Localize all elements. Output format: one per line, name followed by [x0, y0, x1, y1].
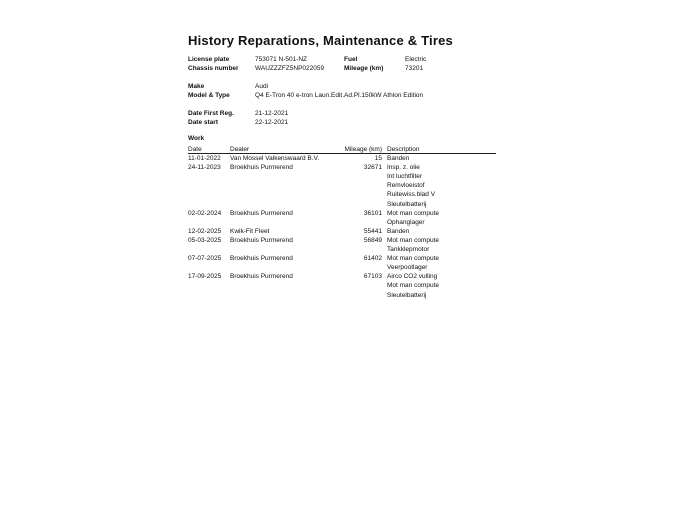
row-dealer: Broekhuis Purmerend: [230, 255, 293, 263]
date-start-value: 22-12-2021: [255, 119, 289, 126]
row-description-line: Tankklepmotor: [387, 246, 430, 253]
row-date: 24-11-2023: [188, 164, 221, 172]
row-description-line: Veerpootlager: [387, 264, 428, 272]
row-mileage: 56849: [363, 236, 382, 244]
row-dealer: Kwik-Fit Fleet: [230, 227, 270, 235]
column-header-description: Description: [387, 146, 420, 153]
row-date: 05-03-2025: [188, 236, 222, 244]
row-description-line: Mot man compute: [387, 209, 440, 217]
page-title: History Reparations, Maintenance & Tires: [188, 33, 453, 48]
row-dealer: Broekhuis Purmerend: [230, 236, 293, 244]
chassis-value: WAUZZZFZ5NP022059: [255, 65, 325, 72]
row-dealer: Broekhuis Purmerend: [230, 164, 293, 172]
row-mileage: 67103: [363, 273, 382, 281]
chassis-label: Chassis number: [188, 65, 239, 72]
row-description-line: Banden: [387, 155, 410, 162]
row-description-line: Insp. z. olie: [387, 164, 420, 172]
license-plate-value: 753071 N-501-NZ: [255, 56, 308, 63]
row-mileage: 36101: [363, 209, 382, 217]
table-header-divider: [188, 153, 496, 154]
row-dealer: Broekhuis Purmerend: [230, 209, 293, 217]
row-description-line: Remvloeistof: [387, 182, 425, 190]
date-first-reg-value: 21-12-2021: [255, 110, 289, 117]
fuel-value: Electric: [405, 56, 427, 63]
row-mileage: 32671: [363, 164, 382, 172]
row-description-line: Mot man compute: [387, 255, 440, 263]
model-value: Q4 E-Tron 40 e-tron Laun.Edit.Ad.Pl.150kW Athlon Edition: [255, 92, 424, 99]
mileage-value: 73201: [405, 65, 424, 72]
row-description-line: Sleutelbatterij: [387, 200, 427, 208]
row-description-line: Int luchtfilter: [387, 173, 423, 181]
row-date: 02-02-2024: [188, 209, 222, 217]
row-date: 07-07-2025: [188, 255, 222, 263]
row-description-line: Sleutelbatterij: [387, 291, 427, 299]
column-header-dealer: Dealer: [230, 146, 250, 153]
fuel-label: Fuel: [344, 56, 358, 63]
row-mileage: 61402: [363, 255, 382, 263]
row-date: 17-09-2025: [188, 273, 222, 281]
row-mileage: 55441: [363, 227, 382, 235]
row-description-line: Mot man compute: [387, 236, 440, 244]
mileage-label: Mileage (km): [344, 65, 384, 72]
license-plate-label: License plate: [188, 56, 230, 63]
row-mileage: 15: [374, 155, 382, 162]
row-description-line: Ophanglager: [387, 218, 425, 226]
make-label: Make: [188, 83, 205, 90]
column-header-date: Date: [188, 146, 202, 153]
row-date: 12-02-2025: [188, 227, 222, 235]
make-value: Audi: [255, 83, 269, 90]
row-description-line: Airco CO2 vulling: [387, 273, 438, 281]
model-label: Model & Type: [188, 92, 230, 99]
column-header-mileage: Mileage (km): [344, 146, 382, 153]
row-description-line: Banden: [387, 227, 410, 235]
row-description-line: Mot man compute: [387, 282, 440, 290]
row-date: 11-01-2022: [188, 155, 221, 162]
row-dealer: Van Mossel Valkenswaard B.V.: [230, 155, 320, 162]
row-description-line: Ruitewiss.blad V: [387, 191, 436, 199]
row-dealer: Broekhuis Purmerend: [230, 273, 293, 281]
work-section-label: Work: [188, 135, 205, 142]
date-start-label: Date start: [188, 119, 218, 126]
date-first-reg-label: Date First Reg.: [188, 110, 234, 117]
